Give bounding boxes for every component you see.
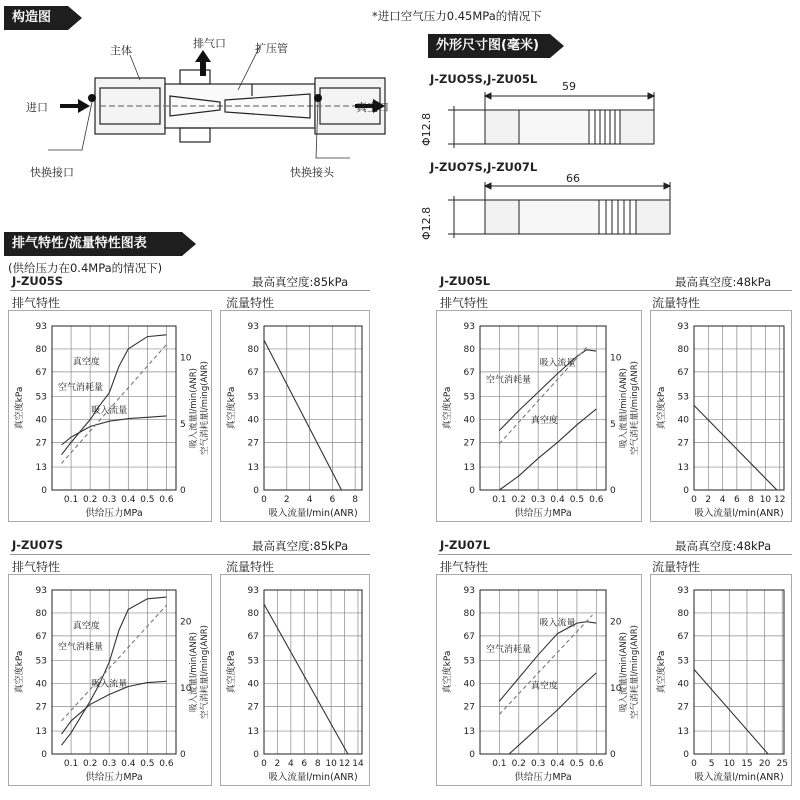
series-flow-line [694, 405, 777, 490]
y-tick-label: 80 [463, 608, 475, 619]
y-tick-label: 67 [677, 631, 689, 642]
x-axis-label: 吸入流量l/min(ANR) [694, 772, 784, 783]
x-tick-label: 0.4 [550, 759, 565, 769]
y-tick-label: 27 [35, 438, 47, 449]
block-model: J-ZU05S [12, 274, 64, 288]
y-tick-label: 67 [247, 631, 259, 642]
characteristics-header: 排气特性/流量特性图表 [4, 232, 182, 256]
y-tick-label: 0 [41, 486, 47, 496]
x-tick-label: 0.3 [102, 759, 117, 769]
x-tick-label: 0.2 [511, 759, 526, 769]
y-axis-label: 真空度kPa [443, 386, 453, 430]
y-axis-label: 真空度kPa [657, 386, 667, 430]
x-tick-label: 0.1 [63, 495, 79, 505]
x-tick-label: 0.5 [569, 759, 585, 769]
right-tick-label: 20 [180, 617, 192, 628]
x-tick-label: 0 [691, 495, 697, 505]
right-tick-label: 20 [610, 617, 622, 628]
block-max-vacuum: 最高真空度:85kPa [252, 275, 349, 289]
plot-border [694, 590, 784, 754]
x-tick-label: 0.4 [550, 495, 565, 505]
block-model: J-ZU07S [12, 538, 64, 552]
x-tick-label: 0.2 [511, 495, 526, 505]
x-tick-label: 0 [261, 759, 267, 769]
y-tick-label: 40 [677, 415, 689, 426]
y-axis-label: 真空度kPa [227, 386, 237, 430]
y-tick-label: 53 [463, 392, 475, 403]
chart-j-zu05l-exhaust [436, 318, 642, 522]
structure-diagram [20, 30, 390, 180]
x-tick-label: 0.3 [530, 495, 546, 505]
x-tick-label: 4 [287, 759, 294, 769]
y-tick-label: 67 [677, 367, 689, 378]
x-tick-label: 14 [352, 759, 364, 769]
label-exhaust-port: 排气口 [193, 37, 226, 50]
series-label-suction: 吸入流量 [539, 618, 576, 629]
plot-border [694, 326, 784, 490]
right-tick-label: 0 [610, 486, 616, 496]
x-tick-label: 0.5 [569, 495, 585, 505]
x-axis-label: 吸入流量l/min(ANR) [694, 508, 784, 519]
plot-border [480, 590, 606, 754]
series-label-air: 空气消耗量 [58, 642, 104, 653]
block-model: J-ZU05L [440, 274, 491, 288]
y-tick-label: 40 [247, 415, 259, 426]
x-tick-label: 15 [741, 759, 753, 769]
right-axis-label-2: 空气消耗量l/ming(ANR) [630, 625, 640, 719]
y-tick-label: 67 [35, 367, 47, 378]
y-tick-label: 13 [463, 463, 475, 474]
x-tick-label: 8 [352, 495, 359, 505]
x-tick-label: 0.3 [102, 495, 117, 505]
block-flow-title: 流量特性 [226, 296, 275, 310]
block-divider [438, 554, 792, 555]
x-tick-label: 20 [758, 759, 771, 769]
y-tick-label: 93 [35, 322, 47, 332]
dim-model-b: J-ZUO7S,J-ZU07L [430, 160, 538, 174]
x-tick-label: 0.1 [492, 495, 507, 505]
x-tick-label: 6 [329, 495, 336, 505]
y-tick-label: 0 [683, 486, 689, 496]
y-tick-label: 53 [247, 656, 259, 667]
y-tick-label: 0 [253, 486, 259, 496]
y-tick-label: 93 [247, 586, 259, 596]
x-tick-label: 0 [691, 759, 697, 769]
y-tick-label: 53 [35, 392, 47, 403]
x-tick-label: 0.3 [530, 759, 546, 769]
label-main-body: 主体 [110, 44, 132, 57]
y-tick-label: 67 [247, 367, 259, 378]
label-diffuser: 扩压管 [255, 42, 288, 55]
block-max-vacuum: 最高真空度:85kPa [252, 539, 349, 553]
y-axis-label: 真空度kPa [443, 650, 453, 694]
series-label-suction: 吸入流量 [539, 358, 576, 369]
structure-header: 构造图 [4, 6, 68, 30]
x-tick-label: 6 [301, 759, 308, 769]
y-axis-label: 真空度kPa [15, 386, 25, 430]
right-tick-label: 10 [180, 683, 192, 694]
y-tick-label: 80 [35, 608, 47, 619]
series-label-vacuum: 真空度 [530, 415, 558, 426]
right-axis-label: 吸入流量l/min(ANR) [619, 632, 629, 712]
series-vacuum-line [62, 335, 167, 455]
y-tick-label: 27 [463, 702, 475, 713]
y-tick-label: 40 [247, 679, 259, 690]
x-tick-label: 0.1 [63, 759, 79, 769]
x-tick-label: 2 [283, 495, 290, 505]
y-tick-label: 53 [677, 656, 689, 667]
x-tick-label: 0.6 [159, 759, 174, 769]
y-tick-label: 0 [469, 486, 475, 496]
label-vacuum-port: 真空口 [356, 101, 389, 114]
x-axis-label: 供给压力MPa [514, 772, 572, 783]
y-tick-label: 27 [247, 702, 259, 713]
series-flow-line [694, 669, 768, 754]
dim-dia-a: Φ12.8 [420, 112, 433, 146]
x-tick-label: 10 [325, 759, 337, 769]
y-tick-label: 80 [247, 344, 259, 355]
y-tick-label: 13 [247, 727, 259, 738]
y-tick-label: 93 [463, 322, 475, 332]
y-tick-label: 80 [677, 608, 689, 619]
plot-border [480, 326, 606, 490]
x-tick-label: 0.2 [82, 495, 98, 505]
block-flow-title: 流量特性 [652, 560, 701, 574]
y-tick-label: 13 [463, 727, 475, 738]
right-tick-label: 0 [180, 750, 186, 760]
right-axis-label-2: 空气消耗量l/ming(ANR) [630, 361, 640, 455]
x-tick-label: 0.6 [589, 759, 604, 769]
x-tick-label: 0 [261, 495, 267, 505]
series-air-line [499, 615, 592, 714]
y-tick-label: 27 [35, 702, 47, 713]
block-flow-title: 流量特性 [226, 560, 275, 574]
y-tick-label: 80 [463, 344, 475, 355]
right-tick-label: 10 [180, 353, 192, 364]
dim-drawing-b [440, 178, 680, 248]
x-tick-label: 10 [723, 759, 736, 769]
x-tick-label: 4 [719, 495, 726, 505]
block-model: J-ZU07L [440, 538, 491, 552]
block-max-vacuum: 最高真空度:48kPa [675, 539, 772, 553]
x-tick-label: 0.5 [140, 495, 155, 505]
dim-dia-b: Φ12.8 [420, 206, 433, 240]
x-tick-label: 12 [773, 495, 786, 505]
right-axis-label-2: 空气消耗量l/ming(ANR) [200, 625, 210, 719]
label-quick-joint: 快换接头 [290, 166, 334, 179]
series-label-suction: 吸入流量 [91, 679, 128, 690]
y-tick-label: 53 [247, 392, 259, 403]
y-axis-label: 真空度kPa [657, 650, 667, 694]
y-tick-label: 80 [35, 344, 47, 355]
plot-border [264, 326, 362, 490]
y-tick-label: 67 [35, 631, 47, 642]
series-label-air: 空气消耗量 [58, 383, 104, 394]
y-tick-label: 53 [677, 392, 689, 403]
y-tick-label: 93 [35, 586, 47, 596]
right-axis-label: 吸入流量l/min(ANR) [189, 368, 199, 448]
y-tick-label: 0 [253, 750, 259, 760]
y-tick-label: 80 [247, 608, 259, 619]
x-tick-label: 5 [708, 759, 715, 769]
right-tick-label: 10 [610, 353, 622, 364]
x-axis-label: 供给压力MPa [85, 508, 143, 519]
series-suction-line [62, 416, 167, 445]
y-tick-label: 40 [35, 679, 47, 690]
block-divider [10, 290, 370, 291]
chart-j-zu07s-exhaust [8, 582, 212, 786]
series-vacuum-line [62, 597, 167, 745]
right-axis-label: 吸入流量l/min(ANR) [189, 632, 199, 712]
x-axis-label: 供给压力MPa [85, 772, 143, 783]
block-divider [10, 554, 370, 555]
x-axis-label: 供给压力MPa [514, 508, 572, 519]
block-max-vacuum: 最高真空度:48kPa [675, 275, 772, 289]
chart-j-zu07l-exhaust [436, 582, 642, 786]
y-tick-label: 93 [677, 322, 689, 332]
y-tick-label: 0 [683, 750, 689, 760]
series-label-air: 空气消耗量 [486, 375, 532, 386]
y-tick-label: 40 [463, 415, 475, 426]
x-tick-label: 8 [314, 759, 321, 769]
x-tick-label: 0.1 [492, 759, 507, 769]
x-tick-label: 4 [306, 495, 313, 505]
y-tick-label: 40 [463, 679, 475, 690]
x-tick-label: 0.6 [589, 495, 604, 505]
block-exhaust-title: 排气特性 [12, 296, 61, 310]
y-tick-label: 27 [677, 438, 689, 449]
y-axis-label: 真空度kPa [15, 650, 25, 694]
series-label-vacuum: 真空度 [72, 621, 100, 632]
right-axis-label: 吸入流量l/min(ANR) [619, 368, 629, 448]
x-tick-label: 2 [705, 495, 712, 505]
x-tick-label: 6 [733, 495, 740, 505]
series-label-suction: 吸入流量 [91, 406, 128, 417]
y-tick-label: 93 [463, 586, 475, 596]
block-exhaust-title: 排气特性 [12, 560, 61, 574]
y-tick-label: 13 [35, 727, 47, 738]
dim-model-a: J-ZUO5S,J-ZU05L [430, 72, 538, 86]
y-tick-label: 0 [41, 750, 47, 760]
block-exhaust-title: 排气特性 [440, 560, 489, 574]
chart-j-zu05l-flow [650, 318, 792, 522]
y-tick-label: 27 [247, 438, 259, 449]
y-axis-label: 真空度kPa [227, 650, 237, 694]
chart-j-zu05s-flow [220, 318, 370, 522]
y-tick-label: 67 [463, 631, 475, 642]
y-tick-label: 53 [35, 656, 47, 667]
x-tick-label: 0.4 [121, 759, 136, 769]
x-tick-label: 12 [338, 759, 351, 769]
right-tick-label: 5 [180, 419, 186, 430]
plot-border [264, 590, 362, 754]
y-tick-label: 13 [247, 463, 259, 474]
chart-j-zu07s-flow [220, 582, 370, 786]
x-axis-label: 吸入流量l/min(ANR) [268, 772, 358, 783]
y-tick-label: 27 [677, 702, 689, 713]
y-tick-label: 80 [677, 344, 689, 355]
x-tick-label: 0.2 [82, 759, 98, 769]
x-tick-label: 25 [776, 759, 788, 769]
supply-note: (供给压力在0.4MPa的情况下) [8, 261, 163, 275]
y-tick-label: 40 [677, 679, 689, 690]
y-tick-label: 40 [35, 415, 47, 426]
y-tick-label: 13 [677, 463, 689, 474]
x-tick-label: 0.5 [140, 759, 155, 769]
right-tick-label: 0 [610, 750, 616, 760]
block-divider [438, 290, 792, 291]
dim-length-b: 66 [566, 172, 580, 185]
series-flow-line [264, 604, 348, 754]
series-flow-line [264, 340, 342, 490]
block-exhaust-title: 排气特性 [440, 296, 489, 310]
series-label-vacuum: 真空度 [72, 357, 100, 368]
chart-j-zu05s-exhaust [8, 318, 212, 522]
label-quick-port: 快换接口 [30, 166, 74, 179]
y-tick-label: 0 [469, 750, 475, 760]
x-axis-label: 吸入流量l/min(ANR) [268, 508, 358, 519]
y-tick-label: 93 [677, 586, 689, 596]
series-label-air: 空气消耗量 [486, 644, 532, 655]
right-axis-label-2: 空气消耗量l/ming(ANR) [200, 361, 210, 455]
block-flow-title: 流量特性 [652, 296, 701, 310]
x-tick-label: 10 [759, 495, 772, 505]
dim-length-a: 59 [562, 80, 576, 93]
y-tick-label: 67 [463, 367, 475, 378]
series-label-vacuum: 真空度 [530, 681, 558, 692]
y-tick-label: 13 [35, 463, 47, 474]
y-tick-label: 27 [463, 438, 475, 449]
dim-drawing-a [440, 88, 670, 158]
y-tick-label: 53 [463, 656, 475, 667]
dimensions-header: 外形尺寸图(毫米) [428, 34, 550, 58]
y-tick-label: 13 [677, 727, 689, 738]
pressure-note: *进口空气压力0.45MPa的情况下 [372, 9, 542, 23]
y-tick-label: 93 [247, 322, 259, 332]
chart-j-zu07l-flow [650, 582, 792, 786]
label-inlet: 进口 [26, 101, 48, 114]
x-tick-label: 0.4 [121, 495, 136, 505]
right-tick-label: 5 [610, 419, 616, 430]
x-tick-label: 8 [748, 495, 755, 505]
x-tick-label: 0.6 [159, 495, 174, 505]
x-tick-label: 2 [274, 759, 281, 769]
right-tick-label: 10 [610, 683, 622, 694]
right-tick-label: 0 [180, 486, 186, 496]
